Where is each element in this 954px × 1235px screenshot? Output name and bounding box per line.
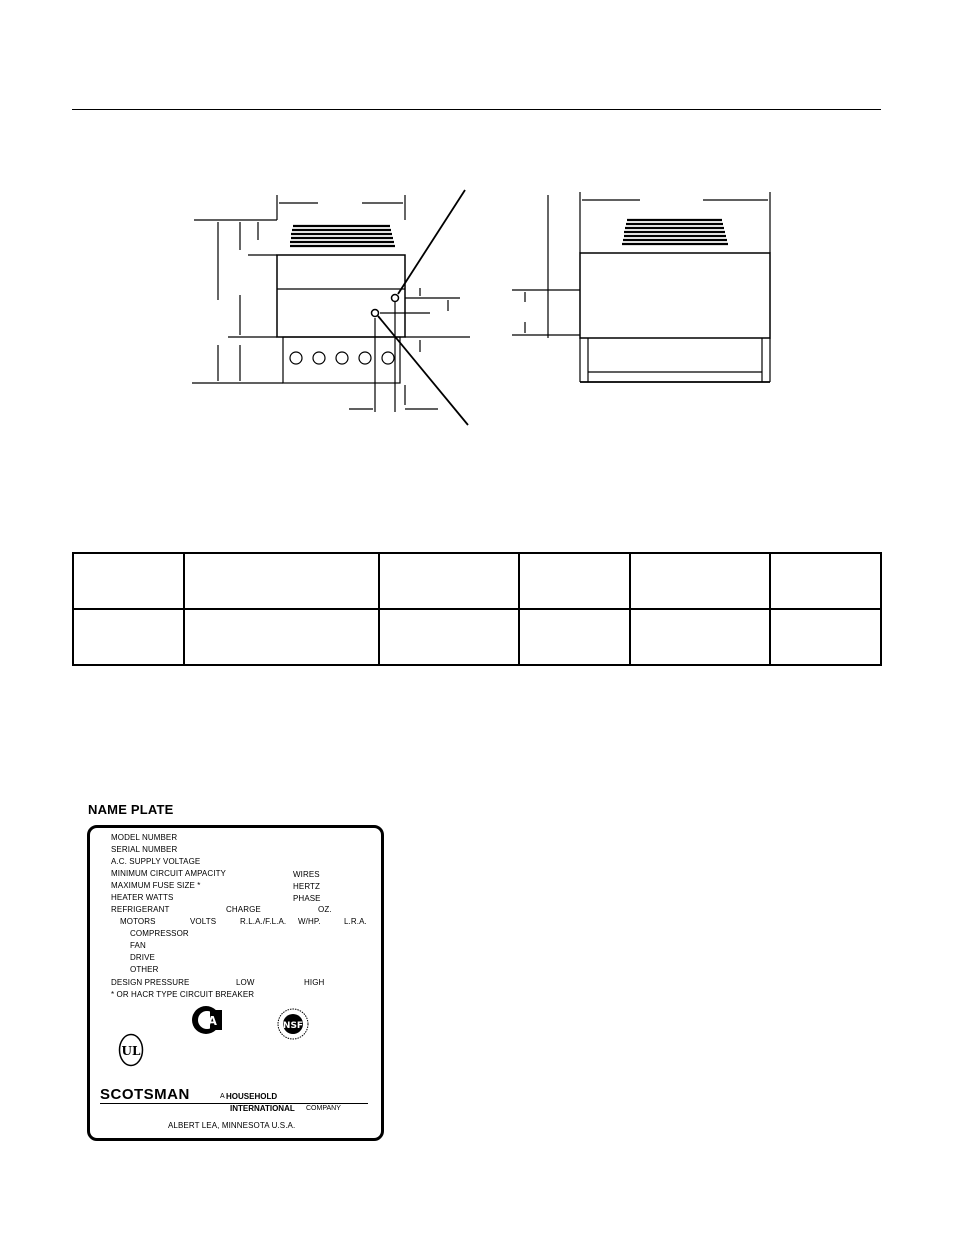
table-cell xyxy=(73,609,184,665)
drive-label: DRIVE xyxy=(130,953,155,962)
household-text: HOUSEHOLD xyxy=(226,1092,278,1101)
table-cell xyxy=(184,609,379,665)
other-label: OTHER xyxy=(130,965,159,974)
dimension-drawing xyxy=(0,0,954,460)
table-cell xyxy=(770,609,881,665)
oz-label: OZ. xyxy=(318,905,332,914)
rla-fla-label: R.L.A./F.L.A. xyxy=(240,917,287,926)
company-a-text: A xyxy=(220,1093,225,1100)
max-fuse-size-label: MAXIMUM FUSE SIZE * xyxy=(111,881,201,890)
table-row xyxy=(73,609,881,665)
front-view xyxy=(192,190,470,425)
footnote-label: * OR HACR TYPE CIRCUIT BREAKER xyxy=(111,990,255,999)
phase-label: PHASE xyxy=(293,894,321,903)
volts-label: VOLTS xyxy=(190,917,217,926)
international-text: INTERNATIONAL xyxy=(230,1104,295,1113)
lra-label: L.R.A. xyxy=(344,917,367,926)
table-cell xyxy=(770,553,881,609)
table-cell xyxy=(630,553,770,609)
hertz-label: HERTZ xyxy=(293,882,321,891)
table-cell xyxy=(379,553,519,609)
table-cell xyxy=(184,553,379,609)
wires-label: WIRES xyxy=(293,870,320,879)
table-row xyxy=(73,553,881,609)
model-number-label: MODEL NUMBER xyxy=(111,833,178,842)
ul-listing-icon xyxy=(118,1033,144,1067)
nsf-certification-icon xyxy=(276,1007,310,1041)
table-cell xyxy=(379,609,519,665)
min-circuit-ampacity-label: MINIMUM CIRCUIT AMPACITY xyxy=(111,869,226,878)
address-text: ALBERT LEA, MINNESOTA U.S.A. xyxy=(168,1121,296,1130)
table-cell xyxy=(519,609,630,665)
whp-label: W/HP. xyxy=(298,917,321,926)
name-plate-title: NAME PLATE xyxy=(88,802,174,817)
name-plate xyxy=(87,825,384,1141)
svg-text:UL: UL xyxy=(121,1044,141,1058)
ac-supply-voltage-label: A.C. SUPPLY VOLTAGE xyxy=(111,857,201,866)
scotsman-logo: SCOTSMAN xyxy=(100,1086,190,1103)
refrigerant-label: REFRIGERANT xyxy=(111,905,170,914)
charge-label: CHARGE xyxy=(226,905,261,914)
design-pressure-label: DESIGN PRESSURE xyxy=(111,978,190,987)
company-text: COMPANY xyxy=(306,1105,341,1112)
svg-text:NSF: NSF xyxy=(282,1021,304,1031)
compressor-label: COMPRESSOR xyxy=(130,929,189,938)
table-cell xyxy=(73,553,184,609)
low-label: LOW xyxy=(236,978,255,987)
table-cell xyxy=(519,553,630,609)
high-label: HIGH xyxy=(304,978,325,987)
spec-table xyxy=(72,552,882,666)
side-view xyxy=(512,192,770,382)
svg-text:SA: SA xyxy=(199,1014,217,1028)
serial-number-label: SERIAL NUMBER xyxy=(111,845,178,854)
motors-label: MOTORS xyxy=(120,917,156,926)
heater-watts-label: HEATER WATTS xyxy=(111,893,174,902)
csa-certification-icon xyxy=(190,1004,222,1036)
table-cell xyxy=(630,609,770,665)
fan-label: FAN xyxy=(130,941,146,950)
